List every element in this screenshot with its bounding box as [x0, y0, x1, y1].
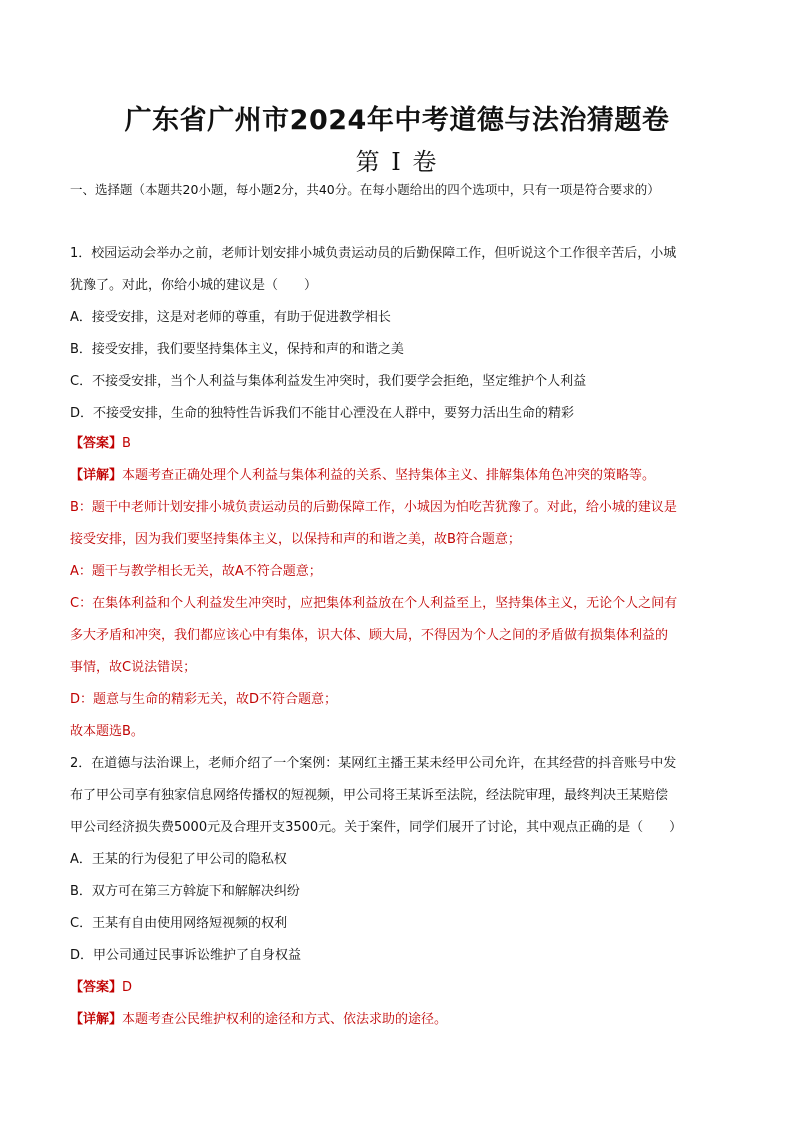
q1-explain-b-line-2: 接受安排，因为我们要坚持集体主义，以保持和声的和谐之美，故B符合题意；: [70, 532, 521, 547]
q2-detail: [70, 1008, 730, 1027]
q2-stem-line-2: 布了甲公司享有独家信息网络传播权的短视频，甲公司将王某诉至法院，经法院审理，最终判决王某赔偿: [70, 788, 669, 803]
q2-detail-tag: 【详解】: [70, 1012, 123, 1027]
q2-answer-tag: 【答案】: [70, 980, 123, 995]
q2-stem-line-1: 2．在道德与法治课上，老师介绍了一个案例：某网红主播王某未经甲公司允许，在其经营的抖音账号中发: [70, 756, 677, 771]
exam-subtitle: 第 I 卷: [355, 148, 439, 176]
q1-stem-line-1: 1．校园运动会举办之前，老师计划安排小城负责运动员的后勤保障工作，但听说这个工作很辛苦后，小城: [70, 246, 677, 261]
q2-detail-text: 本题考查公民维护权利的途径和方式、依法求助的途径。: [122, 1012, 448, 1027]
q1-explain-d: D：题意与生命的精彩无关，故D不符合题意；: [70, 692, 338, 707]
q1-option-b: B．接受安排，我们要坚持集体主义，保持和声的和谐之美: [70, 342, 404, 357]
q1-answer-value: B: [122, 436, 131, 451]
q2-option-a: A．王某的行为侵犯了甲公司的隐私权: [70, 852, 287, 867]
q1-explain-b-line-1: B：题干中老师计划安排小城负责运动员的后勤保障工作，小城因为怕吃苦犹豫了。对此，给小城的建议是: [70, 500, 677, 515]
q1-detail: [70, 464, 730, 483]
q1-explain-c-line-3: 事情，故C说法错误；: [70, 660, 197, 675]
q1-explain-c-line-1: C：在集体利益和个人利益发生冲突时，应把集体利益放在个人利益至上，坚持集体主义，无论个人之间有: [70, 596, 678, 611]
q1-explain-a: A：题干与教学相长无关，故A不符合题意；: [70, 564, 322, 579]
q1-explain-c-line-2: 多大矛盾和冲突，我们都应该心中有集体，识大体、顾大局，不得因为个人之间的矛盾做有损集体利益的: [70, 628, 669, 643]
q1-detail-tag: 【详解】: [70, 468, 123, 483]
q1-stem-line-2: 犹豫了。对此，你给小城的建议是（ ）: [70, 278, 318, 293]
q1-conclusion: 故本题选B。: [70, 724, 144, 739]
q1-option-a: A．接受安排，这是对老师的尊重，有助于促进教学相长: [70, 310, 391, 325]
q1-detail-text: 本题考查正确处理个人利益与集体利益的关系、坚持集体主义、排解集体角色冲突的策略等。: [122, 468, 656, 483]
q2-answer-value: D: [122, 980, 133, 995]
q1-option-c: C．不接受安排，当个人利益与集体利益发生冲突时，我们要学会拒绝，坚定维护个人利益: [70, 374, 587, 389]
q2-option-d: D．甲公司通过民事诉讼维护了自身权益: [70, 948, 302, 963]
section-heading: 一、选择题（本题共20小题，每小题2分，共40分。在每小题给出的四个选项中，只有一项是符合要求的）: [70, 182, 660, 197]
q1-answer-tag: 【答案】: [70, 436, 123, 451]
q1-option-d: D．不接受安排，生命的独特性告诉我们不能甘心湮没在人群中，要努力活出生命的精彩: [70, 406, 575, 421]
exam-title: 广东省广州市2024年中考道德与法治猜题卷: [124, 105, 670, 136]
q2-option-c: C．王某有自由使用网络短视频的权利: [70, 916, 288, 931]
q1-answer: [70, 432, 730, 451]
q2-answer: [70, 976, 730, 995]
q2-stem-line-3: 甲公司经济损失费5000元及合理开支3500元。关于案件，同学们展开了讨论，其中观点正确的是（ ）: [70, 820, 683, 835]
q2-option-b: B．双方可在第三方斡旋下和解解决纠纷: [70, 884, 300, 899]
